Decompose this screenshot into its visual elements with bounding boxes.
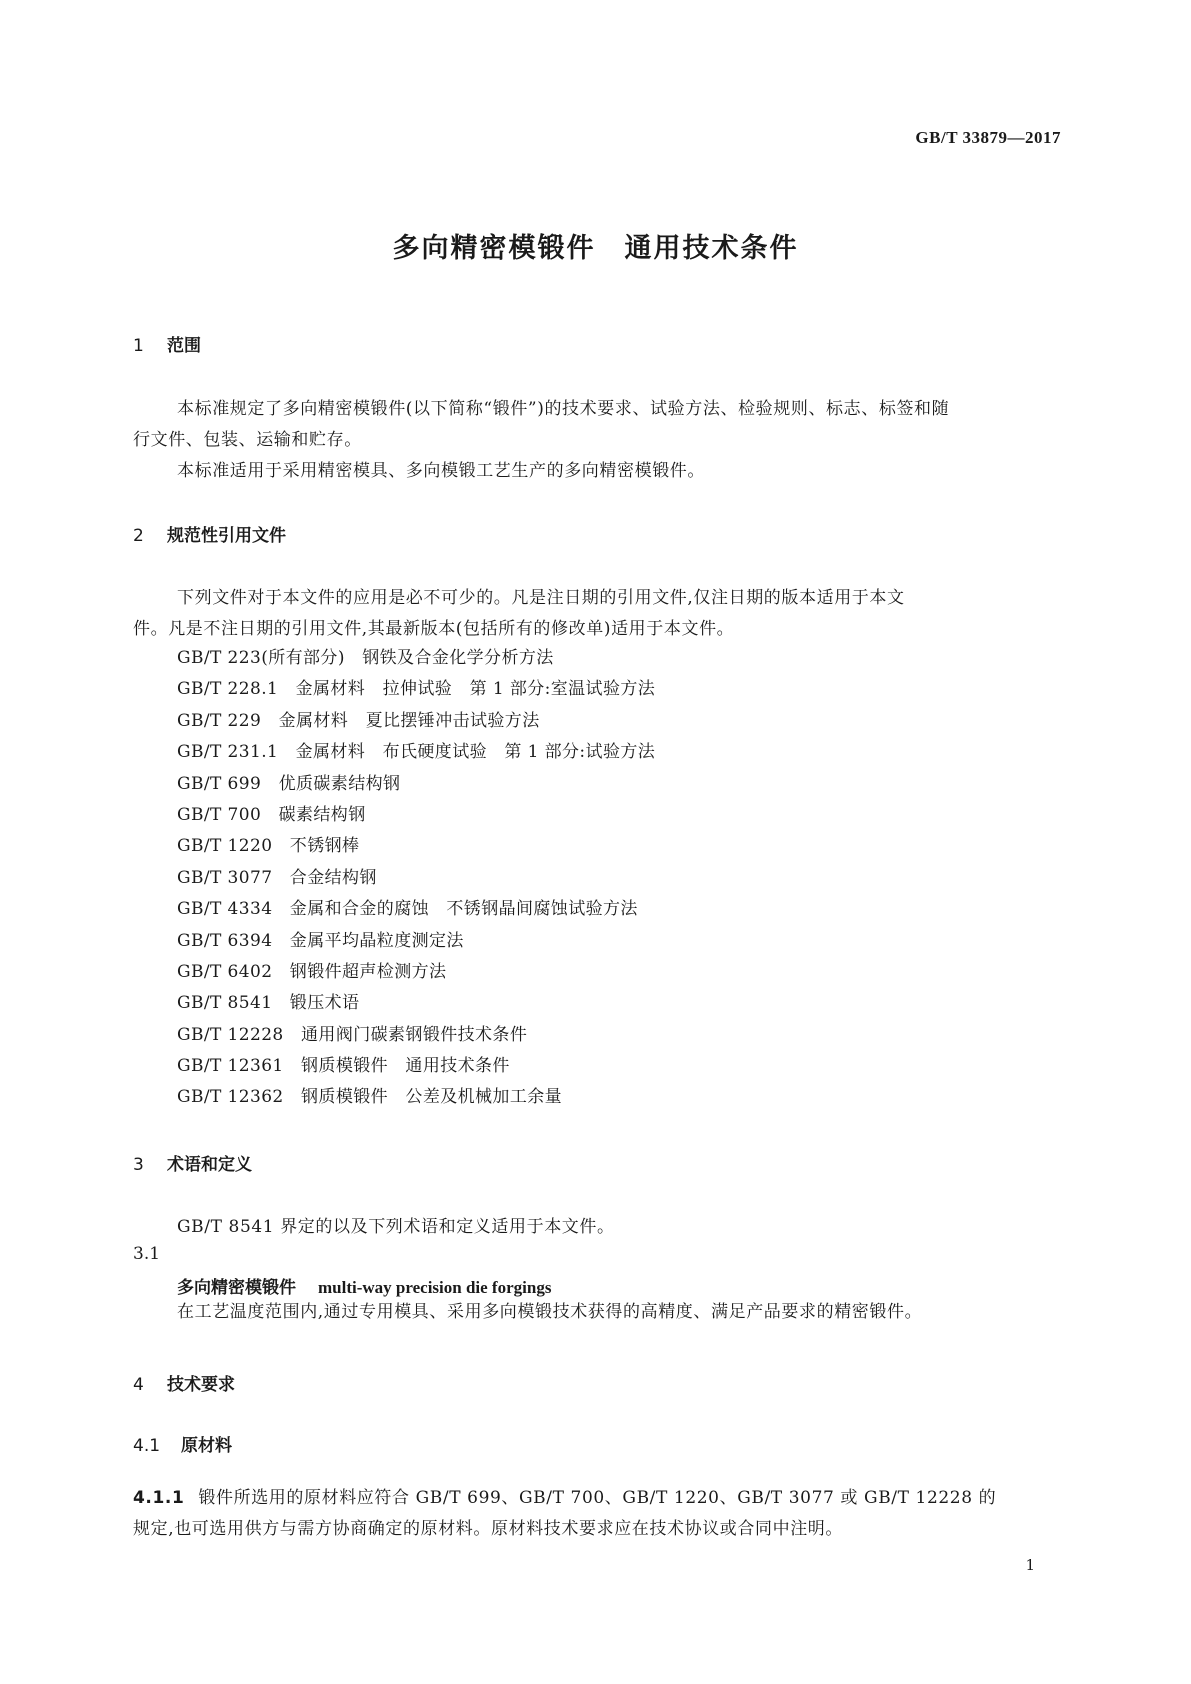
section-4-heading <box>133 1370 235 1395</box>
reference-item: GB/T 12228 通用阀门碳素钢锻件技术条件 <box>177 1024 528 1045</box>
reference-item: GB/T 1220 不锈钢棒 <box>177 836 360 857</box>
reference-item: GB/T 3077 合金结构钢 <box>177 867 377 888</box>
page-number: 1 <box>1025 1556 1035 1574</box>
term-definition: 在工艺温度范围内,通过专用模具、采用多向模锻技术获得的高精度、满足产品要求的精密锻件。 <box>177 1302 923 1322</box>
subsection-title: 原材料 <box>181 1436 232 1456</box>
section-title: 规范性引用文件 <box>167 526 286 546</box>
section-2-heading <box>133 521 286 546</box>
document-title: 多向精密模锻件 通用技术条件 <box>392 233 799 264</box>
reference-item: GB/T 699 优质碳素结构钢 <box>177 773 401 794</box>
clause-4-1-1-line-1 <box>133 1483 996 1514</box>
term-heading <box>177 1273 551 1298</box>
clause-text: 锻件所选用的原材料应符合 GB/T 699、GB/T 700、GB/T 1220、GB/T 3077 或 GB/T 12228 的 <box>198 1488 997 1508</box>
terms-intro: GB/T 8541 界定的以及下列术语和定义适用于本文件。 <box>177 1217 615 1237</box>
section-1-heading <box>133 331 201 356</box>
section-title: 技术要求 <box>167 1375 235 1395</box>
section-number: 2 <box>133 526 144 546</box>
clause-4-1-1-line-2: 规定,也可选用供方与需方协商确定的原材料。原材料技术要求应在技术协议或合同中注明。 <box>133 1519 844 1539</box>
section-title: 范围 <box>167 336 201 356</box>
reference-item: GB/T 8541 锻压术语 <box>177 993 360 1014</box>
reference-item: GB/T 231.1 金属材料 布氏硬度试验 第 1 部分:试验方法 <box>177 742 656 763</box>
reference-item: GB/T 4334 金属和合金的腐蚀 不锈钢晶间腐蚀试验方法 <box>177 899 638 920</box>
refs-intro-line-1: 下列文件对于本文件的应用是必不可少的。凡是注日期的引用文件,仅注日期的版本适用于本文 <box>177 588 905 608</box>
refs-intro-line-2: 件。凡是不注日期的引用文件,其最新版本(包括所有的修改单)适用于本文件。 <box>133 619 735 639</box>
subsection-number: 4.1 <box>133 1436 161 1456</box>
subsection-4-1-heading <box>133 1431 232 1456</box>
section-title: 术语和定义 <box>167 1155 252 1175</box>
reference-item: GB/T 700 碳素结构钢 <box>177 804 366 825</box>
reference-item: GB/T 12361 钢质模锻件 通用技术条件 <box>177 1056 510 1077</box>
section-number: 4 <box>133 1375 144 1395</box>
scope-paragraph-2: 本标准适用于采用精密模具、多向模锻工艺生产的多向精密模锻件。 <box>177 461 705 481</box>
reference-item: GB/T 229 金属材料 夏比摆锤冲击试验方法 <box>177 710 540 731</box>
term-english: multi-way precision die forgings <box>318 1278 552 1297</box>
section-3-heading <box>133 1150 252 1175</box>
reference-item: GB/T 6402 钢锻件超声检测方法 <box>177 961 447 982</box>
clause-number: 4.1.1 <box>133 1488 185 1508</box>
reference-item: GB/T 12362 钢质模锻件 公差及机械加工余量 <box>177 1087 563 1108</box>
reference-item: GB/T 223(所有部分) 钢铁及合金化学分析方法 <box>177 648 554 668</box>
section-number: 1 <box>133 336 144 356</box>
reference-item: GB/T 6394 金属平均晶粒度测定法 <box>177 930 464 951</box>
standard-code: GB/T 33879—2017 <box>915 128 1061 147</box>
term-chinese: 多向精密模锻件 <box>177 1278 296 1298</box>
normative-reference-list <box>177 643 655 1114</box>
reference-item: GB/T 228.1 金属材料 拉伸试验 第 1 部分:室温试验方法 <box>177 679 656 700</box>
scope-paragraph-1-line-2: 行文件、包装、运输和贮存。 <box>133 430 362 450</box>
scope-paragraph-1-line-1: 本标准规定了多向精密模锻件(以下简称“锻件”)的技术要求、试验方法、检验规则、标志、标签和随 <box>177 399 950 419</box>
section-number: 3 <box>133 1155 144 1175</box>
term-number: 3.1 <box>133 1244 161 1264</box>
